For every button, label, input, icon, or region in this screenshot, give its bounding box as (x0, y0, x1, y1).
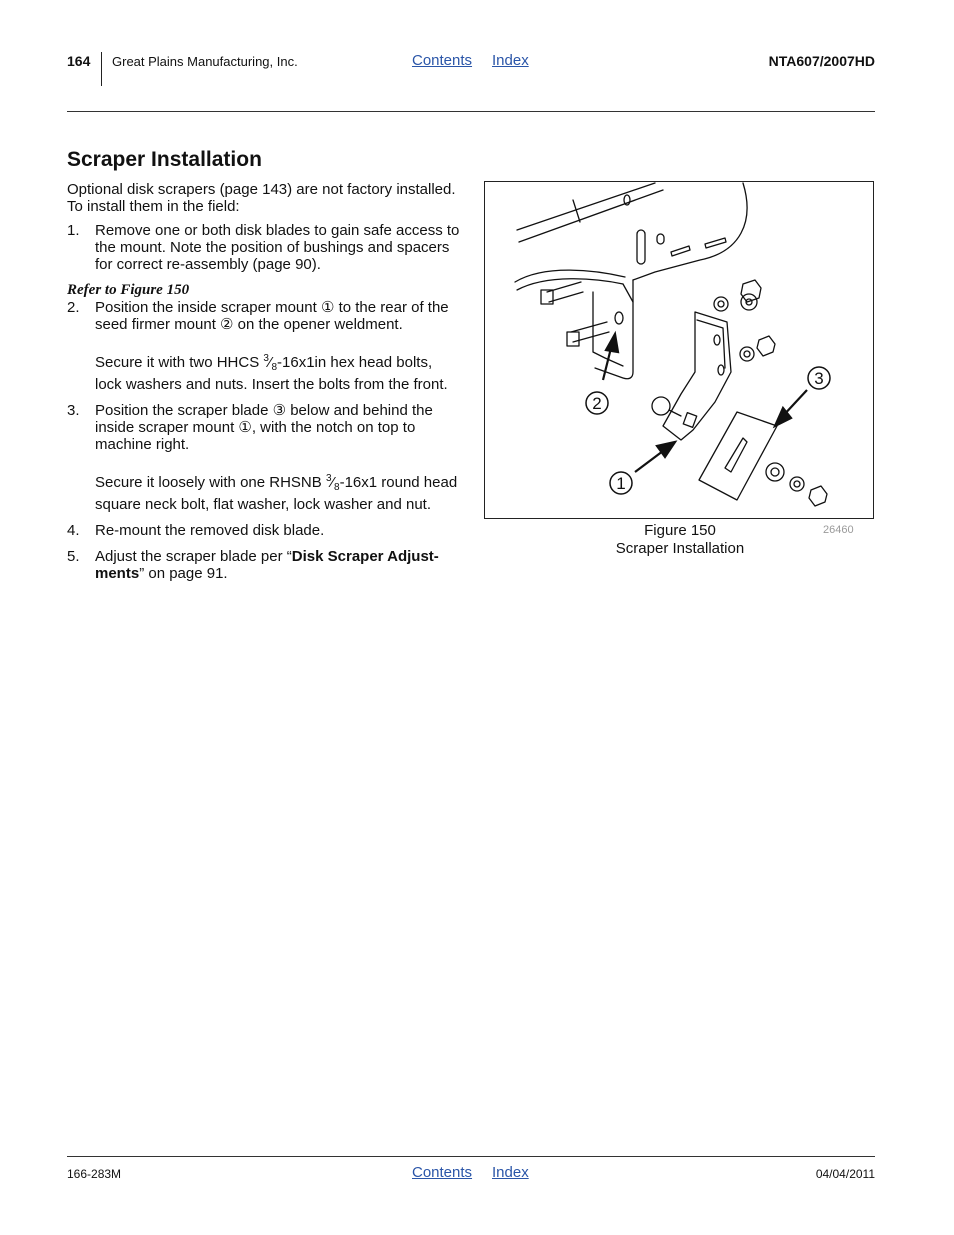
nut (757, 336, 775, 356)
step-number: 3. (67, 402, 80, 419)
scraper-mount-bracket (663, 312, 731, 440)
weldment-edge (517, 183, 655, 230)
header-contents-link[interactable]: Contents (412, 52, 473, 69)
weldment-slot (637, 230, 645, 264)
sub-text-post: -16x1in hex head bolts, lock washers and nuts. Insert the bolts from the front. (95, 354, 448, 393)
weldment-hole (657, 234, 664, 244)
step-text-pre: Adjust the scraper blade per “ (95, 548, 292, 565)
bolt-shank (549, 292, 583, 302)
footer-contents-link[interactable]: Contents (412, 1164, 473, 1181)
firmer-mount-edge (515, 270, 625, 282)
scraper-installation-diagram (485, 182, 874, 519)
firmer-mount-hole (615, 312, 623, 324)
scraper-mount-hole (714, 335, 720, 345)
flat-washer (766, 463, 784, 481)
step-number: 4. (67, 522, 80, 539)
fraction-denominator: 8 (271, 362, 278, 373)
scraper-mount-hole (718, 365, 724, 375)
figure-title: Scraper Installation (615, 540, 745, 557)
instructions-column (67, 181, 462, 591)
firmer-mount-plate (595, 284, 633, 379)
step-2 (67, 299, 462, 393)
cross-reference-title: Disk Scraper Adjust-ments (95, 548, 439, 582)
lock-washer (714, 297, 728, 311)
sub-text-pre: Secure it loosely with one RHSNB (95, 474, 326, 491)
page-number: 164 (67, 53, 91, 69)
step-number: 1. (67, 222, 80, 239)
lock-washer-hole (744, 351, 750, 357)
figure-150 (484, 181, 874, 519)
document-number: 166-283M (67, 1167, 122, 1181)
weldment-edge (519, 190, 663, 242)
lock-washer-hole (794, 481, 800, 487)
step-4 (67, 522, 462, 539)
flat-washer-hole (771, 468, 779, 476)
carriage-bolt-head (652, 397, 670, 415)
weldment-curve (633, 183, 747, 280)
lock-washer (740, 347, 754, 361)
step-3 (67, 402, 462, 513)
weldment-slot (705, 238, 726, 248)
nut (741, 280, 761, 302)
weldment-slot (671, 246, 690, 256)
company-name: Great Plains Manufacturing, Inc. (112, 54, 298, 69)
firmer-mount-plate (593, 292, 623, 366)
callout-2-label: 2 (592, 394, 602, 413)
fraction-numerator: 3 (263, 353, 269, 364)
header-rule (67, 111, 875, 112)
lock-washer (790, 477, 804, 491)
lock-washer-hole (718, 301, 724, 307)
figure-id: 26460 (823, 524, 854, 536)
step-text-post: ” on page 91. (139, 565, 228, 582)
step-subparagraph (95, 350, 462, 393)
scraper-mount-edge (697, 320, 725, 368)
step-1 (67, 222, 462, 273)
step-text: Position the scraper blade ③ below and behind the inside scraper mount ①, with the notch on top to machine right. (95, 402, 433, 453)
publication-date: 04/04/2011 (815, 1167, 875, 1181)
sub-text-pre: Secure it with two HHCS (95, 354, 264, 371)
header-index-link[interactable]: Index (492, 52, 529, 69)
callout-3-label: 3 (814, 369, 824, 388)
fraction: $^3⁄_8$ (263, 353, 278, 373)
step-body (95, 299, 462, 393)
step-body (95, 402, 462, 513)
step-text: Remove one or both disk blades to gain safe access to the mount. Note the position of bushings and spacers for correct re-assembly (page 90). (95, 222, 460, 273)
callout-2-arrowhead (606, 334, 618, 352)
bolt-head (567, 332, 579, 346)
footer-rule (67, 1156, 875, 1157)
step-number: 2. (67, 299, 80, 316)
step-text: Re-mount the removed disk blade. (95, 522, 325, 539)
figure-number: Figure 150 (644, 522, 716, 539)
scraper-blade (699, 412, 777, 500)
scraper-blade-slot (725, 438, 747, 472)
figure-caption (560, 522, 800, 558)
callout-1-label: 1 (616, 474, 626, 493)
nut (809, 486, 827, 506)
step-body (95, 548, 462, 582)
firmer-mount-edge (517, 279, 623, 290)
step-subparagraph (95, 470, 462, 513)
section-title: Scraper Installation (67, 148, 262, 171)
step-number: 5. (67, 548, 80, 565)
intro-paragraph: Optional disk scrapers (page 143) are not factory installed. To install them in the field: (67, 181, 456, 215)
fraction-denominator: 8 (334, 482, 340, 493)
fraction-numerator: 3 (325, 473, 332, 484)
sub-text-post: -16x1 round head square neck bolt, flat washer, lock washer and nut. (95, 474, 458, 513)
fraction: $^3⁄_8$ (325, 473, 340, 493)
bolt-shank (571, 322, 607, 332)
figure-reference: Refer to Figure 150 (67, 282, 190, 298)
step-5 (67, 548, 462, 582)
scraper-mount-square-hole (683, 413, 697, 428)
model-number: NTA607/2007HD (768, 53, 875, 69)
step-text: Position the inside scraper mount ① to the rear of the seed firmer mount ② on the opener weldment. (95, 299, 449, 333)
header-divider (101, 52, 102, 86)
footer-index-link[interactable]: Index (492, 1164, 529, 1181)
